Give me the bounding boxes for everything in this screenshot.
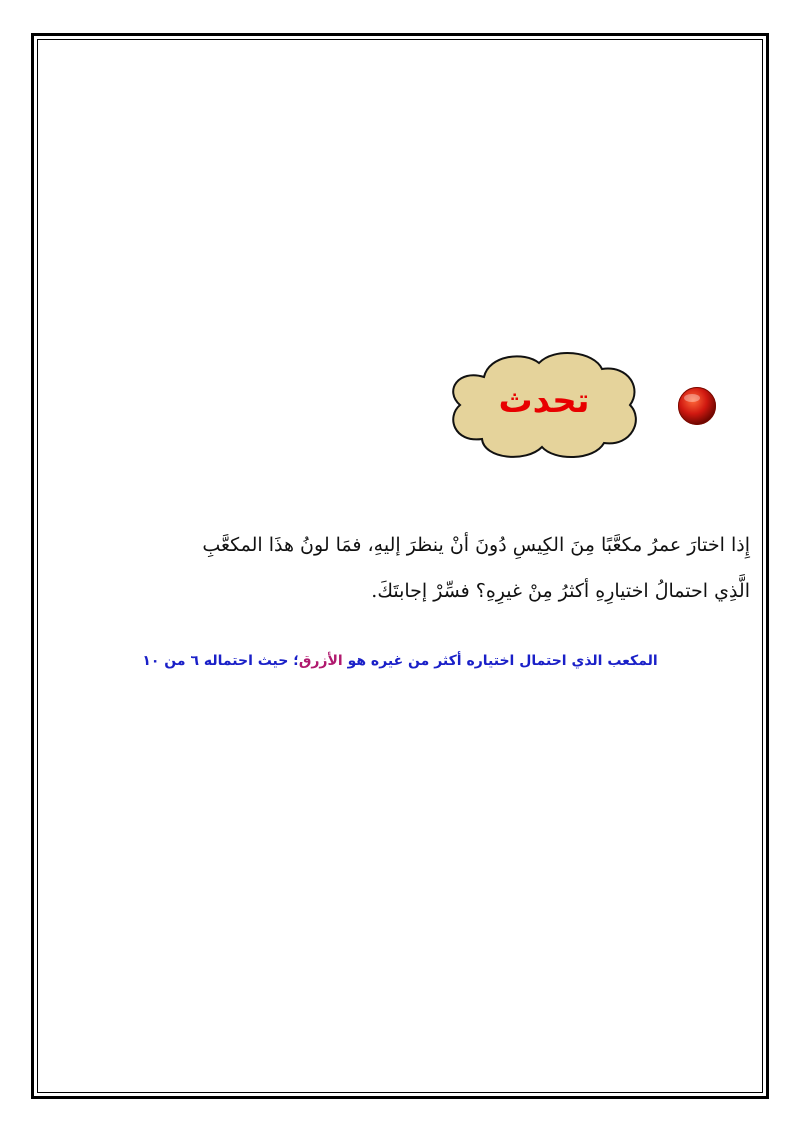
red-circle-bullet-icon (676, 385, 718, 427)
question-text (50, 522, 750, 614)
answer-part-1: المكعب الذي احتمال اختياره أكثر من غيره هو (342, 653, 658, 669)
answer-part-2: ؛ حيث احتماله ٦ من ١٠ (142, 653, 299, 669)
section-title-cloud (444, 347, 644, 462)
question-line-1: إِذا اختارَ عمرُ مكعَّبًا مِنَ الكِيسِ دُونَ أنْ ينظرَ إليهِ، فمَا لونُ هذَا المكعَّبِ (202, 534, 750, 556)
answer-highlight: الأزرق (298, 653, 343, 669)
question-line-2: الَّذِي احتمالُ اختيارِهِ أكثرُ مِنْ غيرِهِ؟ فسِّرْ إجابتَكَ. (371, 580, 750, 602)
section-title: تحدث (498, 381, 590, 421)
answer-text (60, 653, 740, 669)
